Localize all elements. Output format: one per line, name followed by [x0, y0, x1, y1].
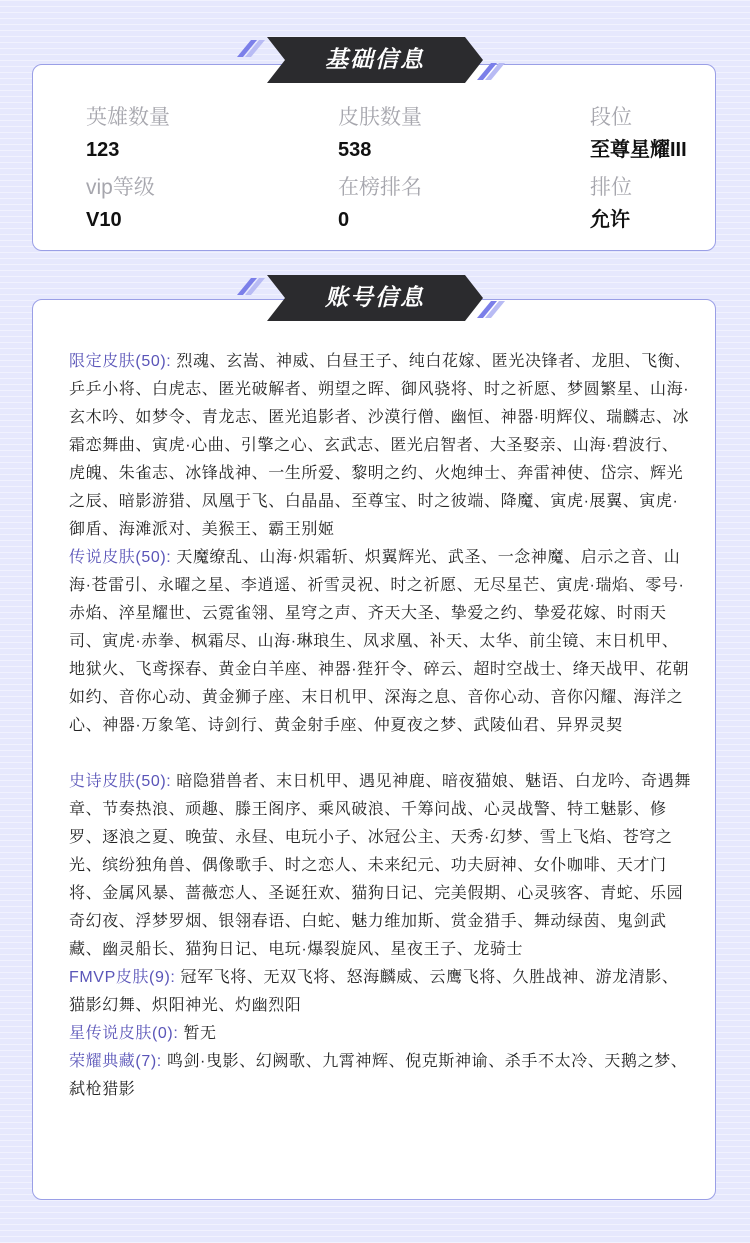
stat-label: 排位 — [590, 176, 632, 199]
skin-group-label: 星传说皮肤(0): — [69, 1025, 179, 1042]
stat-label: 英雄数量 — [86, 106, 170, 129]
account-info-header — [265, 275, 485, 321]
stat-label: 段位 — [590, 106, 632, 129]
stat-ranked-allowed — [590, 175, 632, 233]
stat-value: 允许 — [590, 209, 630, 231]
section-title: 基础信息 — [325, 47, 425, 73]
stat-leaderboard-rank — [338, 175, 422, 233]
skin-group-label: 限定皮肤(50): — [69, 353, 172, 370]
stat-label: vip等级 — [86, 176, 155, 199]
skin-group-items: 鸣剑·曳影、幻阙歌、九霄神辉、倪克斯神谕、杀手不太冷、天鹅之梦、弑枪猎影 — [69, 1053, 688, 1098]
skin-group-items: 冠军飞将、无双飞将、怒海麟威、云鹰飞将、久胜战神、游龙清影、猫影幻舞、炽阳神光、灼幽烈阳 — [69, 969, 679, 1014]
skin-group-items: 暗隐猎兽者、末日机甲、遇见神鹿、暗夜猫娘、魅语、白龙吟、奇遇舞章、节奏热浪、顽趣、滕王阁序、乘风破浪、千筹问战、心灵战警、特工魅影、修罗、逐浪之夏、晚萤、永昼、电玩小子、冰冠公主、天秀·幻梦、雪上飞焰、苍穹之光、缤纷独角兽、偶像歌手、时之恋人、未来纪元、功夫厨神、女仆咖啡、天才门将、金属风暴、蔷薇恋人、圣诞狂欢、猫狗日记、完美假期、心灵骇客、青蛇、乐园奇幻夜、浮梦罗烟、银翎春语、白蛇、魅力维加斯、赏金猎手、舞动绿茵、鬼剑武藏、幽灵船长、猫狗日记、电玩·爆裂旋风、星夜王子、龙骑士 — [69, 773, 691, 958]
basic-info-card — [32, 64, 716, 251]
stat-value: 538 — [338, 139, 372, 161]
stat-value: V10 — [86, 209, 122, 231]
stats-grid — [33, 65, 715, 250]
skin-group-items: 暂无 — [183, 1025, 217, 1042]
skin-group-label: 传说皮肤(50): — [69, 549, 172, 566]
skin-group-epic — [69, 768, 695, 964]
skin-group-fmvp — [69, 964, 695, 1020]
skin-group-items: 烈魂、玄嵩、神威、白昼王子、纯白花嫁、匿光决锋者、龙胆、飞衡、乒乒小将、白虎志、匿光破解者、朔望之晖、御风骁将、时之祈愿、梦圆繁星、山海·玄木吟、如梦令、青龙志、匿光追影者、沙漠行僧、幽恒、神器·明辉仪、瑞麟志、冰霜恋舞曲、寅虎·心曲、引擎之心、玄武志、匿光启智者、大圣娶亲、山海·碧波行、虎魄、朱雀志、冰锋战神、一生所爱、黎明之约、火炮绅士、奔雷神使、岱宗、辉光之辰、暗影游猎、凤凰于飞、白晶晶、至尊宝、时之彼端、降魔、寅虎·展翼、寅虎·御盾、海滩派对、美猴王、霸王别姬 — [69, 353, 691, 538]
skin-group-label: 荣耀典藏(7): — [69, 1053, 162, 1070]
stat-value: 至尊星耀III — [590, 139, 687, 161]
stat-value: 0 — [338, 209, 350, 231]
skin-list — [69, 348, 695, 1104]
section-title: 账号信息 — [325, 285, 425, 311]
stat-label: 皮肤数量 — [338, 106, 422, 129]
stat-label: 在榜排名 — [338, 176, 422, 199]
group-spacer — [69, 740, 695, 768]
stat-value: 123 — [86, 139, 120, 161]
skin-group-star-legend — [69, 1020, 695, 1048]
stat-skin-count — [338, 105, 422, 163]
stat-hero-count — [86, 105, 170, 163]
stat-rank-tier — [590, 105, 687, 163]
stat-vip-level — [86, 175, 155, 233]
skin-group-limited — [69, 348, 695, 544]
skin-group-items: 天魔缭乱、山海·炽霜斩、炽翼辉光、武圣、一念神魔、启示之音、山海·苍雷引、永曜之星、李逍遥、祈雪灵祝、时之祈愿、无尽星芒、寅虎·瑞焰、零号·赤焰、淬星耀世、云霓雀翎、星穹之声、齐天大圣、挚爱之约、挚爱花嫁、时雨天司、寅虎·赤拳、枫霜尽、山海·琳琅生、凤求凰、补天、太华、前尘镜、末日机甲、地狱火、飞鸢探春、黄金白羊座、神器·狴犴令、碎云、超时空战士、绛天战甲、花朝如约、音你心动、黄金狮子座、末日机甲、深海之息、音你心动、音你闪耀、海洋之心、神器·万象笔、诗剑行、黄金射手座、仲夏夜之梦、武陵仙君、异界灵契 — [69, 549, 690, 734]
basic-info-header — [265, 37, 485, 83]
skin-group-label: 史诗皮肤(50): — [69, 773, 172, 790]
account-info-card — [32, 299, 716, 1200]
skin-group-legend — [69, 544, 695, 740]
skin-group-glory-collection — [69, 1048, 695, 1104]
skin-group-label: FMVP皮肤(9): — [69, 969, 176, 986]
